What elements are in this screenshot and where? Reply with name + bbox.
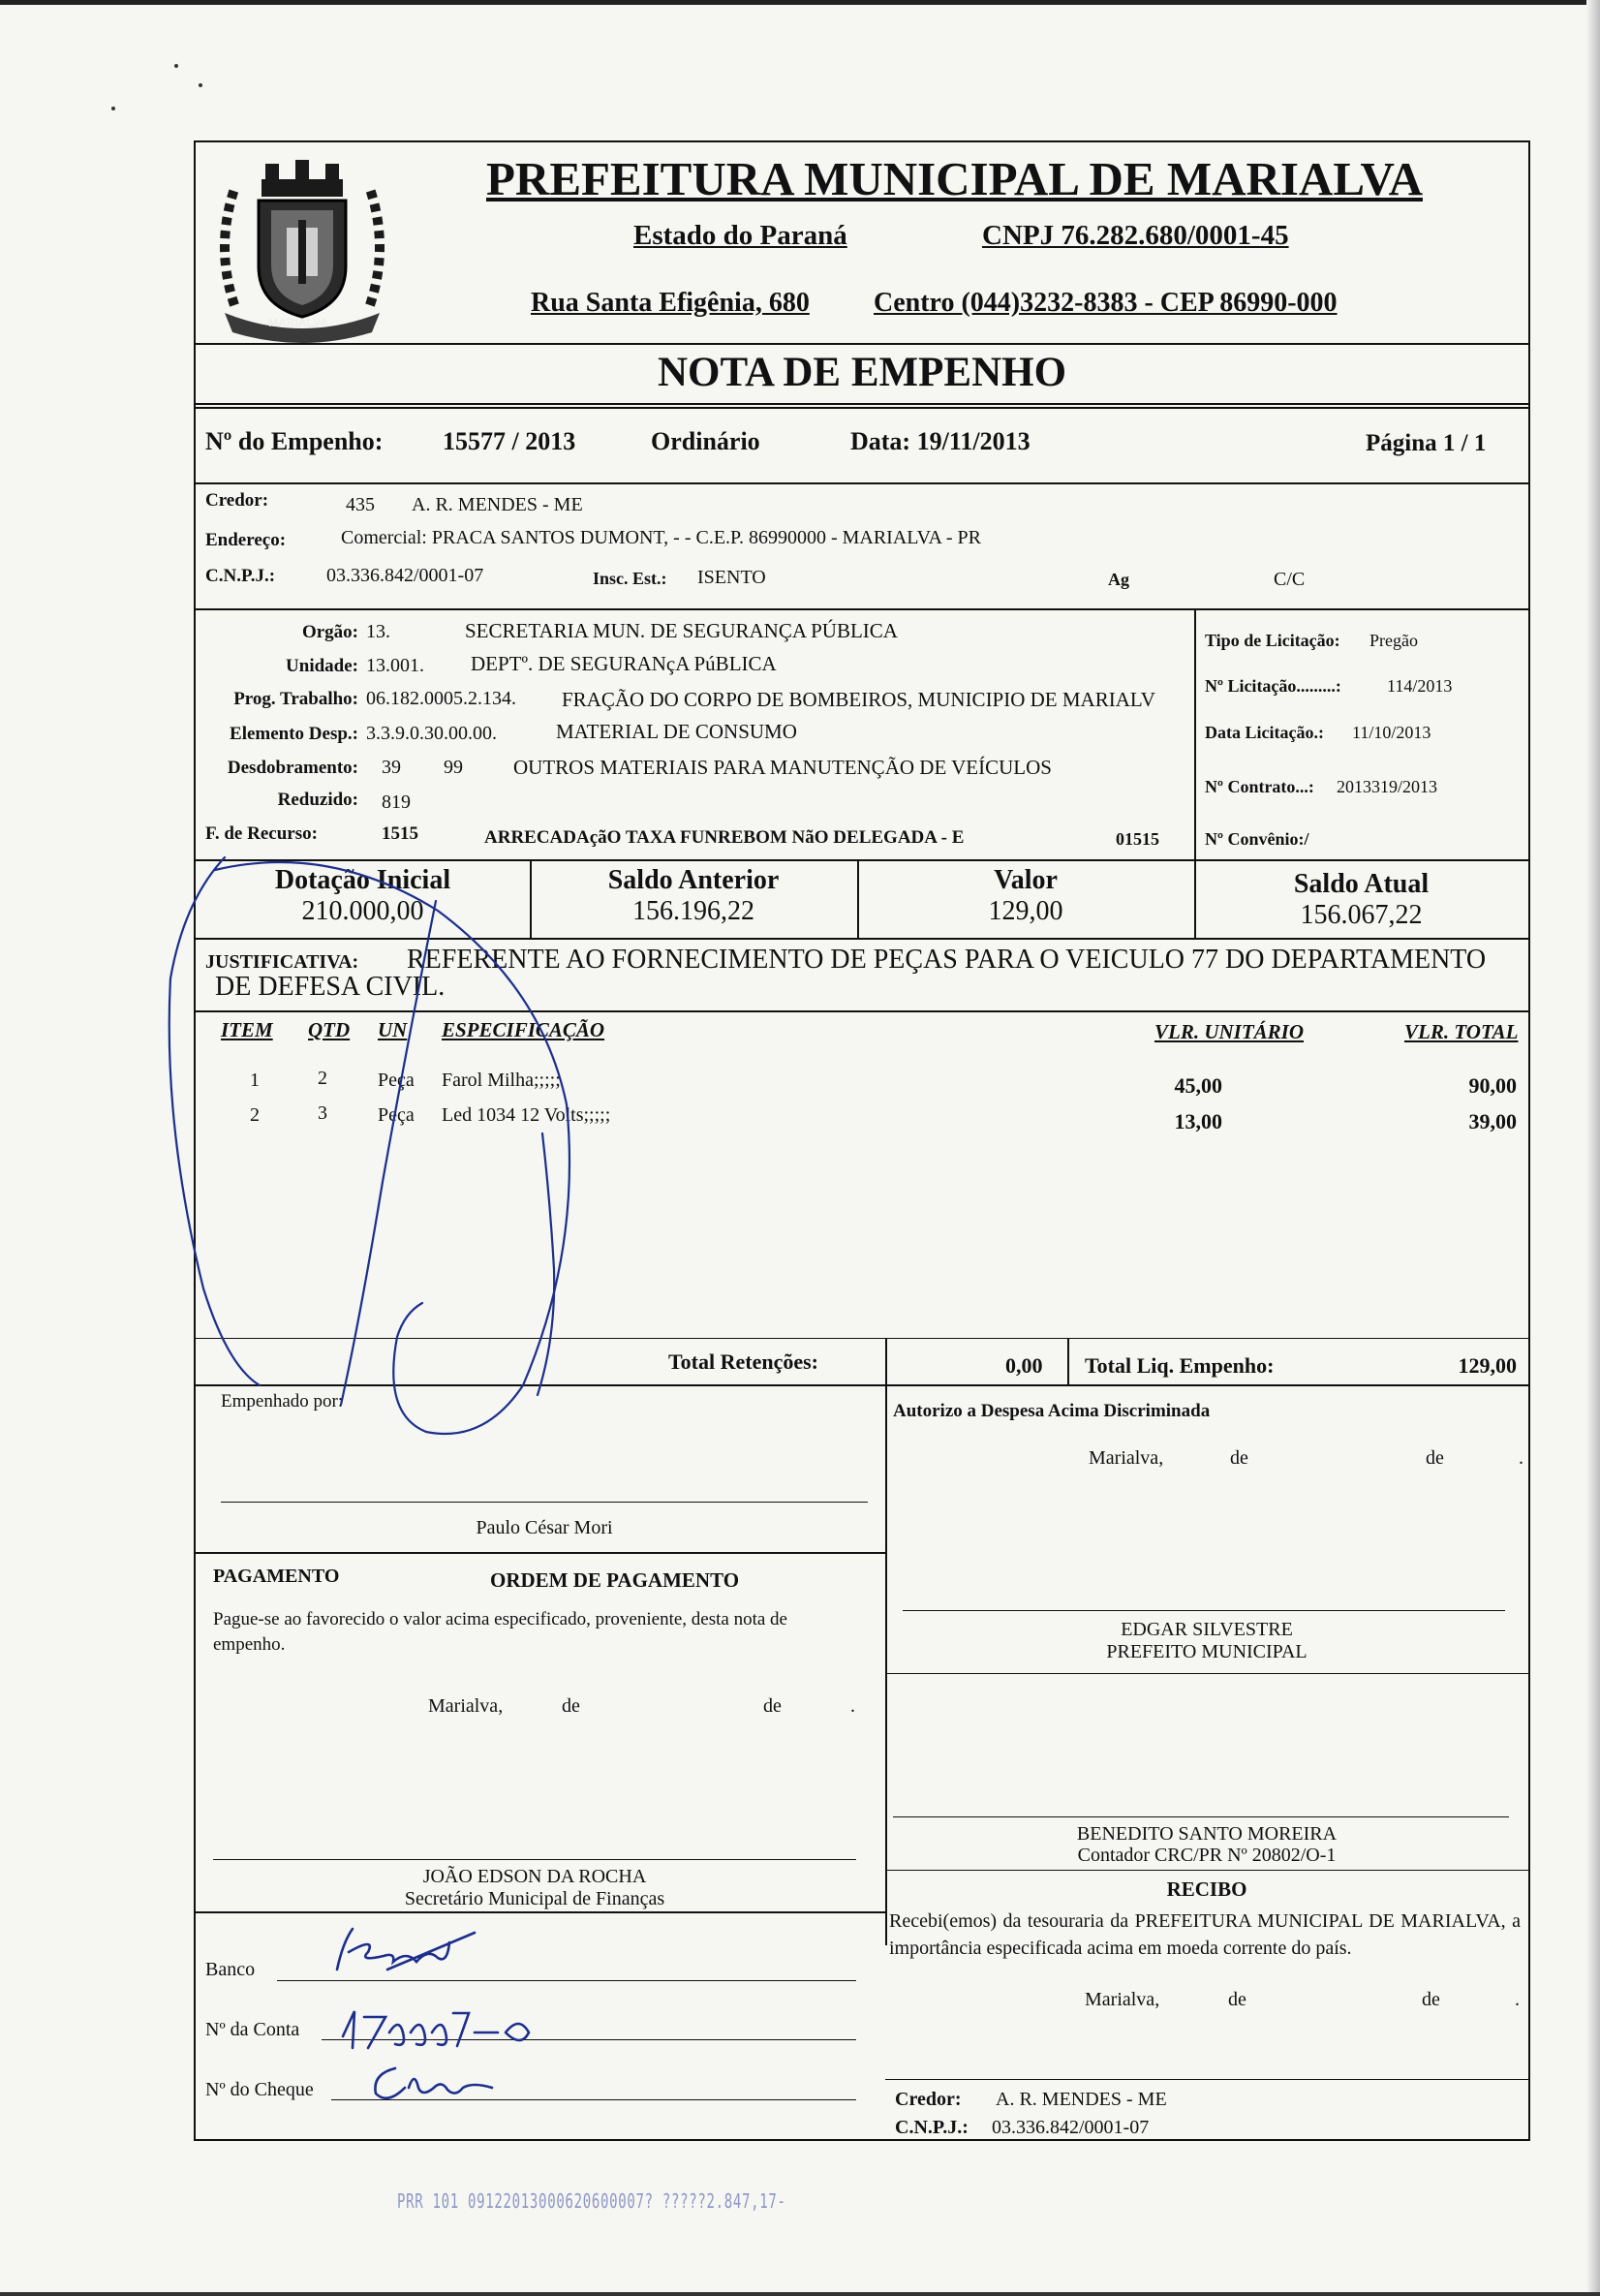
justificativa-label: JUSTIFICATIVA:	[205, 951, 359, 973]
document-title: NOTA DE EMPENHO	[657, 350, 1067, 395]
contador-name: BENEDITO SANTO MOREIRA	[1076, 1823, 1338, 1845]
elemento-code: 3.3.9.0.30.00.00.	[366, 723, 497, 744]
divider	[196, 1384, 1528, 1386]
total-retencoes-label: Total Retenções:	[668, 1350, 818, 1374]
divider	[196, 938, 1528, 940]
divider	[196, 1552, 885, 1554]
justificativa-line-1: REFERENTE AO FORNECIMENTO DE PEÇAS PARA O VEICULO 77 DO DEPARTAMENTO	[407, 945, 1487, 975]
orgao-code: 13.	[366, 621, 390, 642]
recurso-desc: ARRECADAçãO TAXA FUNREBOM NãO DELEGADA - E	[484, 827, 965, 848]
tipo-licitacao-label: Tipo de Licitação:	[1205, 631, 1340, 650]
col-header-total: VLR. TOTAL	[1404, 1020, 1519, 1043]
tipo-licitacao-value: Pregão	[1369, 631, 1418, 650]
divider	[196, 482, 1528, 484]
row-item: 2	[250, 1104, 260, 1126]
page-number: Página 1 / 1	[1366, 430, 1487, 456]
unidade-code: 13.001.	[366, 655, 424, 676]
signature-line	[221, 1502, 868, 1503]
divider	[885, 1673, 1528, 1674]
footer-credor-label: Credor:	[895, 2089, 962, 2110]
signature-line	[893, 1816, 1509, 1817]
num-licitacao-value: 114/2013	[1387, 676, 1453, 696]
divider	[885, 1870, 1528, 1871]
divider	[196, 859, 1528, 861]
scan-top-edge	[0, 0, 1600, 5]
row-total: 90,00	[1468, 1073, 1517, 1098]
credor-address: Comercial: PRACA SANTOS DUMONT, - - C.E.P. 86990000 - MARIALVA - PR	[341, 527, 981, 548]
pagamento-dot: .	[850, 1695, 855, 1717]
endereco-label: Endereço:	[205, 530, 287, 550]
desdobramento-subcode: 99	[444, 757, 463, 778]
contrato-value: 2013319/2013	[1337, 777, 1438, 796]
col-header-un: UN	[378, 1018, 408, 1041]
header-contact: Centro (044)3232-8383 - CEP 86990-000	[874, 288, 1338, 318]
orgao-label: Orgão:	[301, 622, 358, 642]
footer-cnpj: 03.336.842/0001-07	[992, 2117, 1150, 2138]
valor-label: Valor	[994, 865, 1058, 895]
row-spec: Led 1034 12 Volts;;;;;	[442, 1104, 611, 1126]
total-liquido-value: 129,00	[1458, 1353, 1517, 1378]
pagamento-label: PAGAMENTO	[213, 1566, 340, 1587]
banco-line	[277, 1980, 856, 1981]
conta-corrente-label: C/C	[1274, 569, 1306, 590]
conta-label: Nº da Conta	[205, 2019, 300, 2040]
scan-bottom-edge	[0, 2292, 1600, 2296]
saldo-anterior-label: Saldo Anterior	[607, 865, 780, 895]
prefeito-title: PREFEITO MUNICIPAL	[1106, 1641, 1308, 1662]
recurso-code-2: 01515	[1116, 829, 1159, 849]
credor-label: Credor:	[205, 490, 269, 511]
empenho-type: Ordinário	[651, 427, 760, 455]
credor-cnpj-label: C.N.P.J.:	[205, 566, 276, 586]
convenio-label: Nº Convênio:/	[1205, 829, 1309, 849]
scan-right-edge	[1586, 0, 1600, 2296]
dotacao-inicial-value: 210.000,00	[301, 896, 424, 926]
municipal-seal-icon	[205, 150, 399, 344]
divider	[1194, 608, 1196, 869]
seal-banner-text: MARIALVA	[268, 316, 328, 329]
row-unit-price: 45,00	[1174, 1073, 1222, 1098]
divider	[196, 1911, 885, 1913]
conta-signature-icon	[339, 2003, 552, 2054]
divider	[885, 2079, 1528, 2080]
divider	[196, 1338, 1528, 1339]
desdobramento-code: 39	[382, 757, 401, 778]
signature-line	[213, 1859, 856, 1860]
contrato-label: Nº Contrato...:	[1205, 777, 1314, 796]
row-spec: Farol Milha;;;;;	[442, 1070, 561, 1091]
pagamento-de-1: de	[562, 1695, 580, 1717]
empenhado-name: Paulo César Mori	[476, 1517, 613, 1538]
autorizo-label: Autorizo a Despesa Acima Discriminada	[893, 1401, 1211, 1421]
data-licitacao-value: 11/10/2013	[1352, 723, 1431, 742]
prefeito-name: EDGAR SILVESTRE	[1121, 1619, 1293, 1640]
cheque-signature-icon	[366, 2059, 502, 2107]
row-total: 39,00	[1468, 1109, 1517, 1133]
justificativa-line-2: DE DEFESA CIVIL.	[215, 972, 446, 1002]
bank-stamp: PRR 101 09122013000620600007? ?????2.847,17-	[397, 2189, 786, 2213]
reduzido-label: Reduzido:	[277, 790, 358, 810]
pagamento-text: Pague-se ao favorecido o valor acima especificado, proveniente, desta nota de empenho.	[213, 1609, 787, 1655]
prog-trabalho-label: Prog. Trabalho:	[233, 689, 358, 709]
dotacao-inicial-label: Dotação Inicial	[274, 865, 451, 895]
col-header-spec: ESPECIFICAÇÃO	[442, 1018, 605, 1041]
header-cnpj: CNPJ 76.282.680/0001-45	[982, 220, 1289, 251]
pagamento-de-2: de	[763, 1695, 782, 1717]
header-state: Estado do Paraná	[633, 220, 847, 251]
row-item: 1	[250, 1070, 260, 1091]
valor-value: 129,00	[988, 896, 1063, 926]
unidade-desc: DEPTº. DE SEGURANçA PúBLICA	[471, 652, 777, 675]
banco-signature-icon	[329, 1923, 484, 1976]
orgao-desc: SECRETARIA MUN. DE SEGURANÇA PÚBLICA	[465, 619, 898, 642]
num-licitacao-label: Nº Licitação.........:	[1205, 676, 1341, 696]
elemento-desc: MATERIAL DE CONSUMO	[556, 720, 797, 743]
autorizo-de-2: de	[1426, 1447, 1444, 1469]
ordem-pagamento-label: ORDEM DE PAGAMENTO	[490, 1568, 740, 1592]
secretario-name: JOÃO EDSON DA ROCHA	[422, 1866, 647, 1887]
row-un: Peça	[378, 1104, 415, 1126]
divider	[196, 407, 1528, 409]
empenho-label: Nº do Empenho:	[205, 427, 384, 455]
nota-empenho-form	[194, 140, 1530, 2141]
header-address: Rua Santa Efigênia, 680	[531, 288, 810, 318]
elemento-label: Elemento Desp.:	[230, 724, 358, 744]
prog-trabalho-desc: FRAÇÃO DO CORPO DE BOMBEIROS, MUNICIPIO DE MARIALV	[562, 688, 1155, 711]
data-licitacao-label: Data Licitação.:	[1205, 723, 1324, 742]
recibo-label: RECIBO	[1166, 1877, 1247, 1901]
scan-speck	[111, 107, 115, 110]
recibo-city: Marialva,	[1085, 1989, 1160, 2010]
credor-code: 435	[346, 494, 375, 515]
divider	[885, 1338, 887, 1384]
desdobramento-desc: OUTROS MATERIAIS PARA MANUTENÇÃO DE VEÍCULOS	[513, 756, 1052, 779]
agencia-label: Ag	[1108, 570, 1129, 589]
col-header-unit-price: VLR. UNITÁRIO	[1154, 1020, 1305, 1043]
autorizo-city: Marialva,	[1089, 1447, 1164, 1469]
total-liquido-label: Total Liq. Empenho:	[1085, 1353, 1275, 1378]
autorizo-dot: .	[1519, 1447, 1523, 1469]
divider	[196, 343, 1528, 345]
banco-label: Banco	[205, 1959, 256, 1980]
cheque-label: Nº do Cheque	[205, 2079, 314, 2100]
recurso-code: 1515	[382, 823, 418, 844]
divider	[196, 608, 1528, 610]
autorizo-de-1: de	[1230, 1447, 1248, 1469]
empenhado-label: Empenhado por:	[221, 1391, 344, 1412]
empenho-number: 15577 / 2013	[443, 427, 576, 455]
recibo-de-1: de	[1228, 1989, 1246, 2010]
col-header-qtd: QTD	[308, 1018, 351, 1041]
row-unit-price: 13,00	[1174, 1109, 1222, 1133]
recurso-label: F. de Recurso:	[205, 823, 318, 844]
row-qtd: 3	[318, 1102, 327, 1124]
row-qtd: 2	[318, 1068, 327, 1089]
divider	[1067, 1338, 1069, 1384]
footer-credor-name: A. R. MENDES - ME	[996, 2089, 1167, 2110]
divider	[196, 403, 1528, 405]
saldo-atual-value: 156.067,22	[1300, 900, 1423, 930]
insc-est-label: Insc. Est.:	[593, 569, 667, 588]
signature-line	[903, 1610, 1505, 1611]
divider	[196, 1010, 1528, 1012]
recibo-text: Recebi(emos) da tesouraria da PREFEITURA MUNICIPAL DE MARIALVA, a importância especificada acima em moeda corrente do país.	[889, 1910, 1521, 1959]
recibo-dot: .	[1515, 1989, 1520, 2010]
secretario-title: Secretário Municipal de Finanças	[404, 1888, 665, 1909]
footer-cnpj-label: C.N.P.J.:	[895, 2117, 969, 2138]
header-title: PREFEITURA MUNICIPAL DE MARIALVA	[486, 152, 1423, 205]
insc-est-value: ISENTO	[697, 567, 766, 588]
scan-speck	[174, 64, 178, 68]
reduzido-code: 819	[382, 791, 411, 813]
row-un: Peça	[378, 1070, 415, 1091]
col-header-item: ITEM	[221, 1018, 273, 1041]
contador-title: Contador CRC/PR Nº 20802/O-1	[1077, 1845, 1337, 1866]
credor-name: A. R. MENDES - ME	[412, 494, 583, 515]
recibo-de-2: de	[1422, 1989, 1440, 2010]
prog-trabalho-code: 06.182.0005.2.134.	[366, 688, 516, 709]
desdobramento-label: Desdobramento:	[227, 758, 358, 778]
saldo-atual-label: Saldo Atual	[1293, 869, 1430, 899]
empenho-date: Data: 19/11/2013	[850, 427, 1031, 455]
total-retencoes-value: 0,00	[1005, 1353, 1043, 1378]
unidade-label: Unidade:	[286, 656, 358, 676]
scan-speck	[199, 83, 202, 87]
pagamento-city: Marialva,	[428, 1695, 504, 1717]
credor-cnpj: 03.336.842/0001-07	[326, 565, 484, 586]
saldo-anterior-value: 156.196,22	[632, 896, 754, 926]
